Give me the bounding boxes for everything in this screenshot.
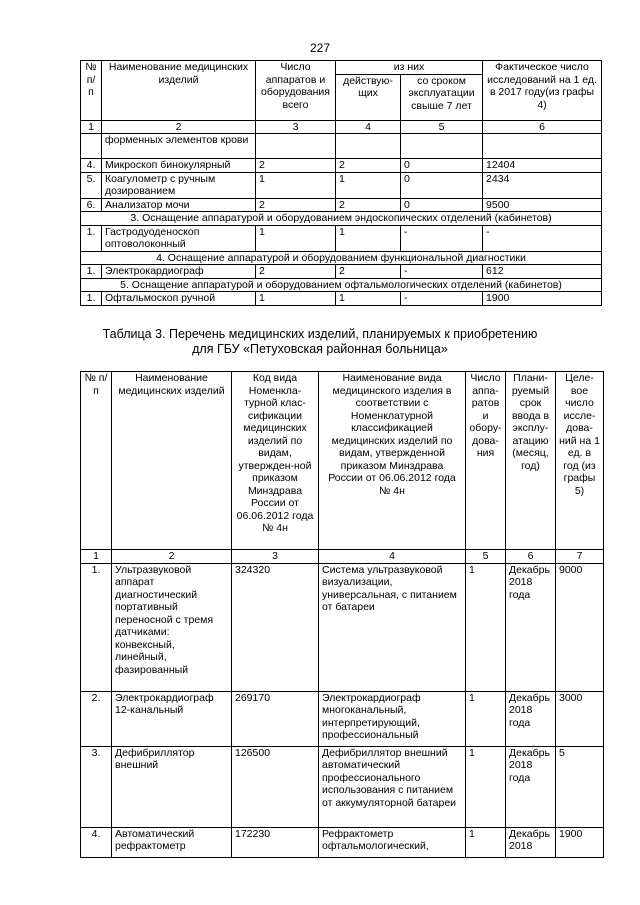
table-row — [81, 292, 602, 306]
header-num: № п/п — [81, 372, 112, 550]
equipment-table — [80, 60, 602, 306]
cell-count: 1 — [256, 225, 336, 251]
cell-active: 1 — [336, 172, 401, 198]
cell-term: Декабрь 2018 года — [506, 746, 556, 827]
header-num: № п/п — [81, 61, 102, 121]
section-heading: 3. Оснащение аппаратурой и оборудованием эндоскопических отделений (кабинетов) — [81, 212, 602, 226]
table-row — [81, 827, 604, 857]
cell-name: Электрокардиограф — [102, 265, 256, 279]
table-row — [81, 172, 602, 198]
section-heading: 5. Оснащение аппаратурой и оборудованием офтальмологических отделений (кабинетов) — [81, 278, 602, 292]
cell-active: 2 — [336, 265, 401, 279]
cell-target: 3000 — [556, 691, 604, 746]
col-number: 2 — [112, 550, 232, 564]
col-number: 4 — [319, 550, 466, 564]
cell-num: 1. — [81, 563, 112, 691]
table-row — [81, 563, 604, 691]
table-row — [81, 691, 604, 746]
header-type-name: Наименование вида медицинского изделия в соответствии с Номенклатурной классификацией медицинских изделий по видам, утвержденной приказом Минздрава России от 06.06.2012 года № 4н — [319, 372, 466, 550]
table-row — [81, 225, 602, 251]
cell-qty: 1 — [466, 746, 506, 827]
cell-actual: 1900 — [483, 292, 602, 306]
cell-qty: 1 — [466, 691, 506, 746]
cell-term: Декабрь 2018 года — [506, 563, 556, 691]
cell-active: 1 — [336, 225, 401, 251]
col-number: 3 — [256, 120, 336, 134]
table-row — [81, 746, 604, 827]
cell-qty: 1 — [466, 827, 506, 857]
col-number: 2 — [102, 120, 256, 134]
cell-old — [401, 134, 483, 159]
cell-term: Декабрь 2018 — [506, 827, 556, 857]
cell-type-name: Система ультразвуковой визуализации, универсальная, с питанием от батареи — [319, 563, 466, 691]
cell-num: 1. — [81, 225, 102, 251]
table-row — [81, 134, 602, 159]
cell-num: 6. — [81, 198, 102, 212]
cell-actual: 12404 — [483, 159, 602, 173]
table-row — [81, 265, 602, 279]
col-number: 5 — [466, 550, 506, 564]
table-row — [81, 159, 602, 173]
cell-name: Микроскоп бинокулярный — [102, 159, 256, 173]
cell-num: 5. — [81, 172, 102, 198]
cell-num: 1. — [81, 265, 102, 279]
header-qty: Число аппа-ратов и обору-дова-ния — [466, 372, 506, 550]
header-of-them: из них — [336, 61, 483, 75]
cell-name: Коагулометр с ручным дозированием — [102, 172, 256, 198]
cell-code: 324320 — [232, 563, 319, 691]
header-term: Плани-руемый срок ввода в эксплу-атацию (месяц, год) — [506, 372, 556, 550]
col-number: 3 — [232, 550, 319, 564]
cell-name: форменных элементов крови — [102, 134, 256, 159]
header-old: со сроком эксплуатации свыше 7 лет — [401, 74, 483, 120]
cell-active: 2 — [336, 159, 401, 173]
col-number: 6 — [483, 120, 602, 134]
cell-active: 2 — [336, 198, 401, 212]
cell-target: 9000 — [556, 563, 604, 691]
page-number: 227 — [309, 41, 331, 55]
section-heading: 4. Оснащение аппаратурой и оборудованием функциональной диагностики — [81, 251, 602, 265]
cell-count: 2 — [256, 198, 336, 212]
cell-num: 4. — [81, 827, 112, 857]
cell-actual: 9500 — [483, 198, 602, 212]
cell-type-name: Электрокардиограф многоканальный, интерпретирующий, профессиональный — [319, 691, 466, 746]
caption-line-1: Таблица 3. Перечень медицинских изделий, планируемых к приобретению — [102, 327, 538, 341]
cell-term: Декабрь 2018 года — [506, 691, 556, 746]
cell-name: Анализатор мочи — [102, 198, 256, 212]
header-target: Целе-вое число иссле-дова-ний на 1 ед. в год (из графы 5) — [556, 372, 604, 550]
caption-line-2: для ГБУ «Петуховская районная больница» — [192, 342, 448, 356]
cell-target: 5 — [556, 746, 604, 827]
cell-target: 1900 — [556, 827, 604, 857]
col-number: 1 — [81, 120, 102, 134]
col-number: 4 — [336, 120, 401, 134]
cell-active: 1 — [336, 292, 401, 306]
cell-actual: 612 — [483, 265, 602, 279]
cell-name: Гастродуоденоскоп оптоволоконный — [102, 225, 256, 251]
cell-old: 0 — [401, 159, 483, 173]
header-count: Число аппаратов и оборудования всего — [256, 61, 336, 121]
cell-actual — [483, 134, 602, 159]
cell-old: 0 — [401, 198, 483, 212]
cell-code: 172230 — [232, 827, 319, 857]
header-code: Код вида Номенкла-турной клас-сификации медицинских изделий по видам, утвержден-ной приказом Минздрава России от 06.06.2012 года № 4н — [232, 372, 319, 550]
col-number: 7 — [556, 550, 604, 564]
header-name: Наименование медицинских изделий — [102, 61, 256, 121]
cell-num: 3. — [81, 746, 112, 827]
cell-count — [256, 134, 336, 159]
cell-type-name: Рефрактометр офтальмологический, — [319, 827, 466, 857]
cell-old: - — [401, 265, 483, 279]
cell-active — [336, 134, 401, 159]
header-name: Наименование медицинских изделий — [112, 372, 232, 550]
cell-code: 126500 — [232, 746, 319, 827]
header-active: действую-щих — [336, 74, 401, 120]
header-actual: Фактическое число исследований на 1 ед. в 2017 году(из графы 4) — [483, 61, 602, 121]
cell-count: 1 — [256, 172, 336, 198]
table-caption — [0, 327, 640, 357]
cell-name: Автоматический рефрактометр — [112, 827, 232, 857]
cell-num: 1. — [81, 292, 102, 306]
col-number: 1 — [81, 550, 112, 564]
planned-purchases-table — [80, 371, 604, 858]
cell-actual: 2434 — [483, 172, 602, 198]
cell-qty: 1 — [466, 563, 506, 691]
table-row — [81, 198, 602, 212]
cell-count: 2 — [256, 159, 336, 173]
cell-code: 269170 — [232, 691, 319, 746]
cell-old: 0 — [401, 172, 483, 198]
cell-name: Офтальмоскоп ручной — [102, 292, 256, 306]
cell-count: 1 — [256, 292, 336, 306]
cell-name: Дефибриллятор внешний — [112, 746, 232, 827]
cell-count: 2 — [256, 265, 336, 279]
col-number: 5 — [401, 120, 483, 134]
cell-actual: - — [483, 225, 602, 251]
cell-num: 4. — [81, 159, 102, 173]
cell-name: Электрокардиограф 12-канальный — [112, 691, 232, 746]
cell-type-name: Дефибриллятор внешний автоматический профессионального использования с питанием от аккумуляторной батареи — [319, 746, 466, 827]
col-number: 6 — [506, 550, 556, 564]
cell-num: 2. — [81, 691, 112, 746]
cell-num — [81, 134, 102, 159]
cell-name: Ультразвуковой аппарат диагностический портативный переносной с тремя датчиками: конвексный, линейный, фазированный — [112, 563, 232, 691]
cell-old: - — [401, 225, 483, 251]
cell-old: - — [401, 292, 483, 306]
